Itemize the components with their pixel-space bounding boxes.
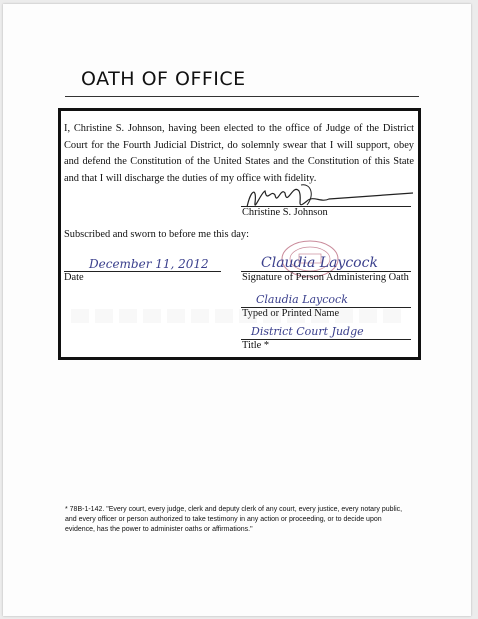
oath-statement: I, Christine S. Johnson, having been elected to the office of Judge of the District Court for the Fourth Judicial District, do solemnly swear that I will support, obey and defend the Constitution of the United States and the Constitution of this State and that I will discharge the duties of my office with fidelity.: [64, 123, 414, 184]
affiant-name: Christine S. Johnson: [242, 207, 328, 218]
date-line: [64, 271, 221, 272]
printed-name-label: Typed or Printed Name: [242, 308, 340, 319]
date-handwritten: December 11, 2012: [89, 257, 209, 271]
bleed-through-text: [71, 309, 401, 323]
printed-name-handwritten: Claudia Laycock: [256, 293, 348, 306]
administrator-signature-handwritten: Claudia Laycock: [261, 255, 378, 271]
document-page: [3, 4, 471, 616]
oath-form-box: [58, 108, 421, 360]
page-title: OATH OF OFFICE: [81, 68, 246, 90]
footnote: * 78B-1-142. "Every court, every judge, clerk and deputy clerk of any court, every justice, every notary public, and every officer or person authorized to take testimony in any action or proceeding, or to decide upon evidence, has the power to administer oaths or affirmations.": [65, 506, 403, 533]
title-label: Title *: [242, 340, 270, 351]
subscribed-statement: Subscribed and sworn to before me this day:: [64, 229, 249, 240]
title-underline: [65, 96, 419, 97]
date-label: Date: [64, 272, 84, 283]
title-handwritten: District Court Judge: [251, 325, 364, 338]
administrator-signature-label: Signature of Person Administering Oath: [242, 272, 409, 283]
